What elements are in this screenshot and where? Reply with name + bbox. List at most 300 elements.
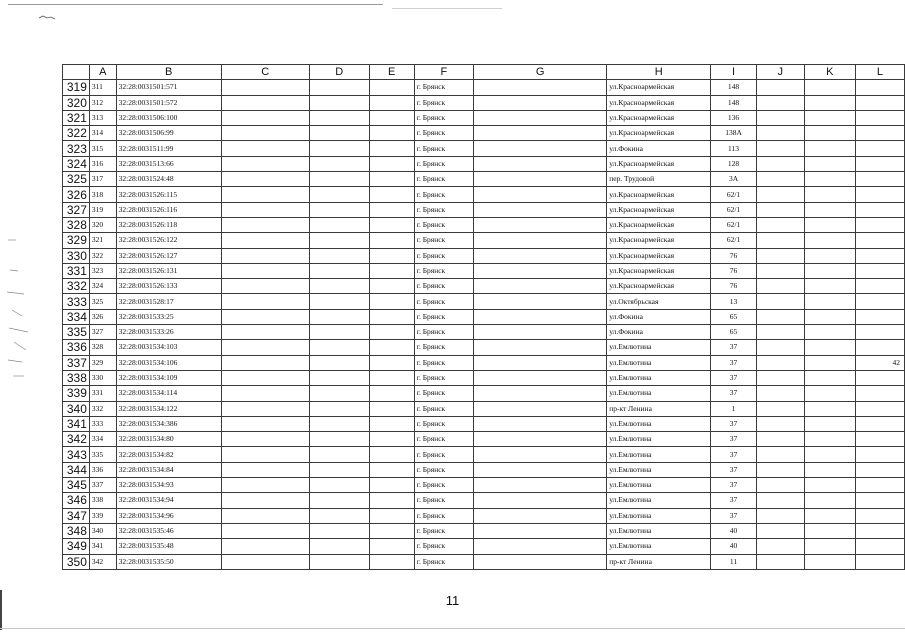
cell-l[interactable] [855, 233, 904, 248]
cell-f[interactable]: г. Брянск [414, 141, 473, 156]
cell-g[interactable] [474, 95, 607, 110]
cell-d[interactable] [309, 493, 369, 508]
row-number[interactable]: 342 [63, 432, 90, 447]
cell-i[interactable]: 65 [711, 325, 756, 340]
cell-f[interactable]: г. Брянск [414, 355, 473, 370]
cell-e[interactable] [369, 309, 414, 324]
cell-c[interactable] [221, 95, 309, 110]
row-number[interactable]: 328 [63, 217, 90, 232]
cell-g[interactable] [474, 309, 607, 324]
cell-a[interactable]: 325 [89, 294, 116, 309]
cell-k[interactable] [804, 386, 855, 401]
cell-k[interactable] [804, 248, 855, 263]
cell-h[interactable]: ул.Красноармейская [607, 80, 711, 95]
cell-l[interactable] [855, 187, 904, 202]
cell-h[interactable]: ул.Емлютина [607, 386, 711, 401]
cell-b[interactable]: 32:28:0031534:122 [116, 401, 221, 416]
cell-d[interactable] [309, 340, 369, 355]
cell-i[interactable]: 138А [711, 126, 756, 141]
cell-l[interactable] [855, 340, 904, 355]
cell-a[interactable]: 337 [89, 478, 116, 493]
cell-f[interactable]: г. Брянск [414, 233, 473, 248]
cell-h[interactable]: ул.Емлютина [607, 340, 711, 355]
row-number[interactable]: 333 [63, 294, 90, 309]
cell-b[interactable]: 32:28:0031513:66 [116, 156, 221, 171]
cell-h[interactable]: ул.Красноармейская [607, 156, 711, 171]
cell-g[interactable] [474, 294, 607, 309]
cell-g[interactable] [474, 386, 607, 401]
cell-k[interactable] [804, 539, 855, 554]
cell-l[interactable] [855, 386, 904, 401]
cell-l[interactable] [855, 248, 904, 263]
cell-j[interactable] [756, 279, 804, 294]
cell-i[interactable]: 1 [711, 401, 756, 416]
cell-a[interactable]: 339 [89, 508, 116, 523]
row-number[interactable]: 340 [63, 401, 90, 416]
cell-g[interactable] [474, 263, 607, 278]
cell-k[interactable] [804, 187, 855, 202]
cell-h[interactable]: ул.Фокина [607, 309, 711, 324]
cell-g[interactable] [474, 248, 607, 263]
cell-i[interactable]: 65 [711, 309, 756, 324]
cell-a[interactable]: 321 [89, 233, 116, 248]
row-number[interactable]: 344 [63, 462, 90, 477]
cell-c[interactable] [221, 462, 309, 477]
cell-c[interactable] [221, 539, 309, 554]
cell-b[interactable]: 32:28:0031526:118 [116, 217, 221, 232]
row-number[interactable]: 323 [63, 141, 90, 156]
cell-f[interactable]: г. Брянск [414, 478, 473, 493]
cell-j[interactable] [756, 508, 804, 523]
column-header-a[interactable]: A [89, 65, 116, 80]
cell-h[interactable]: ул.Емлютина [607, 508, 711, 523]
cell-e[interactable] [369, 172, 414, 187]
cell-k[interactable] [804, 508, 855, 523]
row-number[interactable]: 338 [63, 370, 90, 385]
cell-k[interactable] [804, 263, 855, 278]
cell-e[interactable] [369, 447, 414, 462]
cell-e[interactable] [369, 539, 414, 554]
cell-d[interactable] [309, 386, 369, 401]
cell-l[interactable] [855, 80, 904, 95]
cell-c[interactable] [221, 141, 309, 156]
cell-e[interactable] [369, 462, 414, 477]
cell-c[interactable] [221, 447, 309, 462]
row-number[interactable]: 335 [63, 325, 90, 340]
row-number[interactable]: 346 [63, 493, 90, 508]
cell-e[interactable] [369, 340, 414, 355]
row-number[interactable]: 341 [63, 416, 90, 431]
cell-c[interactable] [221, 172, 309, 187]
cell-l[interactable] [855, 416, 904, 431]
cell-d[interactable] [309, 95, 369, 110]
cell-g[interactable] [474, 554, 607, 569]
cell-a[interactable]: 324 [89, 279, 116, 294]
cell-k[interactable] [804, 355, 855, 370]
cell-j[interactable] [756, 340, 804, 355]
cell-k[interactable] [804, 478, 855, 493]
cell-j[interactable] [756, 141, 804, 156]
cell-a[interactable]: 315 [89, 141, 116, 156]
column-header-h[interactable]: H [607, 65, 711, 80]
cell-e[interactable] [369, 126, 414, 141]
cell-c[interactable] [221, 493, 309, 508]
cell-d[interactable] [309, 233, 369, 248]
cell-k[interactable] [804, 340, 855, 355]
cell-l[interactable] [855, 279, 904, 294]
cell-i[interactable]: 37 [711, 355, 756, 370]
cell-h[interactable]: ул.Красноармейская [607, 248, 711, 263]
cell-j[interactable] [756, 202, 804, 217]
cell-i[interactable]: 62/1 [711, 217, 756, 232]
cell-k[interactable] [804, 309, 855, 324]
cell-e[interactable] [369, 355, 414, 370]
cell-i[interactable]: 76 [711, 248, 756, 263]
cell-b[interactable]: 32:28:0031526:115 [116, 187, 221, 202]
cell-j[interactable] [756, 370, 804, 385]
cell-k[interactable] [804, 141, 855, 156]
cell-g[interactable] [474, 478, 607, 493]
cell-j[interactable] [756, 493, 804, 508]
cell-j[interactable] [756, 80, 804, 95]
cell-j[interactable] [756, 401, 804, 416]
cell-k[interactable] [804, 172, 855, 187]
cell-b[interactable]: 32:28:0031533:26 [116, 325, 221, 340]
cell-a[interactable]: 313 [89, 110, 116, 125]
cell-a[interactable]: 338 [89, 493, 116, 508]
cell-c[interactable] [221, 202, 309, 217]
cell-b[interactable]: 32:28:0031526:131 [116, 263, 221, 278]
cell-a[interactable]: 312 [89, 95, 116, 110]
cell-a[interactable]: 330 [89, 370, 116, 385]
cell-i[interactable]: 37 [711, 432, 756, 447]
cell-d[interactable] [309, 432, 369, 447]
cell-c[interactable] [221, 508, 309, 523]
cell-f[interactable]: г. Брянск [414, 340, 473, 355]
column-header-e[interactable]: E [369, 65, 414, 80]
cell-c[interactable] [221, 355, 309, 370]
column-header-j[interactable]: J [756, 65, 804, 80]
cell-d[interactable] [309, 554, 369, 569]
cell-c[interactable] [221, 386, 309, 401]
cell-g[interactable] [474, 493, 607, 508]
row-number[interactable]: 321 [63, 110, 90, 125]
cell-k[interactable] [804, 401, 855, 416]
cell-f[interactable]: г. Брянск [414, 386, 473, 401]
cell-g[interactable] [474, 508, 607, 523]
cell-d[interactable] [309, 416, 369, 431]
cell-f[interactable]: г. Брянск [414, 508, 473, 523]
cell-i[interactable]: 40 [711, 523, 756, 538]
cell-i[interactable]: 37 [711, 508, 756, 523]
cell-g[interactable] [474, 126, 607, 141]
cell-j[interactable] [756, 172, 804, 187]
cell-l[interactable] [855, 325, 904, 340]
cell-a[interactable]: 319 [89, 202, 116, 217]
cell-f[interactable]: г. Брянск [414, 401, 473, 416]
cell-g[interactable] [474, 187, 607, 202]
row-number[interactable]: 349 [63, 539, 90, 554]
cell-i[interactable]: 3А [711, 172, 756, 187]
row-number[interactable]: 332 [63, 279, 90, 294]
cell-b[interactable]: 32:28:0031534:109 [116, 370, 221, 385]
cell-g[interactable] [474, 416, 607, 431]
cell-c[interactable] [221, 554, 309, 569]
cell-g[interactable] [474, 233, 607, 248]
cell-k[interactable] [804, 217, 855, 232]
cell-i[interactable]: 37 [711, 370, 756, 385]
cell-h[interactable]: ул.Емлютина [607, 355, 711, 370]
cell-g[interactable] [474, 80, 607, 95]
cell-e[interactable] [369, 263, 414, 278]
cell-d[interactable] [309, 370, 369, 385]
cell-i[interactable]: 37 [711, 416, 756, 431]
cell-j[interactable] [756, 355, 804, 370]
cell-l[interactable] [855, 539, 904, 554]
cell-j[interactable] [756, 110, 804, 125]
cell-l[interactable] [855, 554, 904, 569]
cell-g[interactable] [474, 447, 607, 462]
cell-i[interactable]: 62/1 [711, 202, 756, 217]
cell-d[interactable] [309, 508, 369, 523]
cell-h[interactable]: пер. Трудовой [607, 172, 711, 187]
cell-i[interactable]: 13 [711, 294, 756, 309]
cell-g[interactable] [474, 523, 607, 538]
cell-h[interactable]: ул.Емлютина [607, 432, 711, 447]
cell-g[interactable] [474, 355, 607, 370]
cell-i[interactable]: 128 [711, 156, 756, 171]
cell-b[interactable]: 32:28:0031535:48 [116, 539, 221, 554]
row-number[interactable]: 324 [63, 156, 90, 171]
column-header-c[interactable]: C [221, 65, 309, 80]
row-number[interactable]: 337 [63, 355, 90, 370]
cell-e[interactable] [369, 523, 414, 538]
cell-h[interactable]: ул.Октябрьская [607, 294, 711, 309]
cell-i[interactable]: 148 [711, 95, 756, 110]
cell-g[interactable] [474, 401, 607, 416]
cell-h[interactable]: ул.Фокина [607, 325, 711, 340]
cell-f[interactable]: г. Брянск [414, 279, 473, 294]
row-number[interactable]: 336 [63, 340, 90, 355]
cell-c[interactable] [221, 340, 309, 355]
cell-b[interactable]: 32:28:0031526:133 [116, 279, 221, 294]
cell-j[interactable] [756, 325, 804, 340]
cell-c[interactable] [221, 478, 309, 493]
cell-l[interactable] [855, 294, 904, 309]
row-number[interactable]: 329 [63, 233, 90, 248]
cell-e[interactable] [369, 110, 414, 125]
cell-j[interactable] [756, 248, 804, 263]
cell-a[interactable]: 322 [89, 248, 116, 263]
cell-d[interactable] [309, 217, 369, 232]
cell-i[interactable]: 37 [711, 340, 756, 355]
cell-h[interactable]: ул.Емлютина [607, 493, 711, 508]
cell-d[interactable] [309, 263, 369, 278]
cell-b[interactable]: 32:28:0031534:82 [116, 447, 221, 462]
row-number[interactable]: 334 [63, 309, 90, 324]
cell-d[interactable] [309, 80, 369, 95]
cell-f[interactable]: г. Брянск [414, 80, 473, 95]
cell-l[interactable] [855, 508, 904, 523]
cell-c[interactable] [221, 432, 309, 447]
cell-a[interactable]: 323 [89, 263, 116, 278]
cell-g[interactable] [474, 217, 607, 232]
cell-j[interactable] [756, 126, 804, 141]
cell-b[interactable]: 32:28:0031534:96 [116, 508, 221, 523]
cell-l[interactable] [855, 370, 904, 385]
cell-j[interactable] [756, 462, 804, 477]
cell-f[interactable]: г. Брянск [414, 432, 473, 447]
cell-h[interactable]: ул.Красноармейская [607, 217, 711, 232]
cell-h[interactable]: ул.Красноармейская [607, 279, 711, 294]
row-number[interactable]: 327 [63, 202, 90, 217]
cell-e[interactable] [369, 95, 414, 110]
cell-c[interactable] [221, 156, 309, 171]
cell-b[interactable]: 32:28:0031534:93 [116, 478, 221, 493]
cell-i[interactable]: 37 [711, 478, 756, 493]
cell-l[interactable] [855, 401, 904, 416]
cell-l[interactable] [855, 202, 904, 217]
cell-i[interactable]: 148 [711, 80, 756, 95]
cell-d[interactable] [309, 462, 369, 477]
cell-d[interactable] [309, 447, 369, 462]
cell-i[interactable]: 37 [711, 386, 756, 401]
cell-k[interactable] [804, 370, 855, 385]
cell-a[interactable]: 328 [89, 340, 116, 355]
cell-l[interactable]: 42 [855, 355, 904, 370]
cell-a[interactable]: 327 [89, 325, 116, 340]
cell-b[interactable]: 32:28:0031534:386 [116, 416, 221, 431]
cell-b[interactable]: 32:28:0031534:80 [116, 432, 221, 447]
cell-d[interactable] [309, 126, 369, 141]
cell-g[interactable] [474, 279, 607, 294]
cell-h[interactable]: пр-кт Ленина [607, 401, 711, 416]
row-number[interactable]: 320 [63, 95, 90, 110]
cell-k[interactable] [804, 95, 855, 110]
cell-f[interactable]: г. Брянск [414, 110, 473, 125]
cell-g[interactable] [474, 110, 607, 125]
cell-d[interactable] [309, 401, 369, 416]
cell-a[interactable]: 336 [89, 462, 116, 477]
cell-d[interactable] [309, 325, 369, 340]
cell-c[interactable] [221, 126, 309, 141]
cell-h[interactable]: ул.Красноармейская [607, 126, 711, 141]
cell-c[interactable] [221, 279, 309, 294]
cell-i[interactable]: 37 [711, 493, 756, 508]
cell-a[interactable]: 340 [89, 523, 116, 538]
cell-i[interactable]: 62/1 [711, 187, 756, 202]
cell-l[interactable] [855, 110, 904, 125]
cell-f[interactable]: г. Брянск [414, 156, 473, 171]
cell-e[interactable] [369, 508, 414, 523]
cell-b[interactable]: 32:28:0031534:94 [116, 493, 221, 508]
cell-l[interactable] [855, 172, 904, 187]
cell-a[interactable]: 320 [89, 217, 116, 232]
cell-k[interactable] [804, 416, 855, 431]
cell-f[interactable]: г. Брянск [414, 126, 473, 141]
cell-i[interactable]: 76 [711, 279, 756, 294]
cell-d[interactable] [309, 156, 369, 171]
cell-i[interactable]: 136 [711, 110, 756, 125]
row-number[interactable]: 331 [63, 263, 90, 278]
cell-l[interactable] [855, 263, 904, 278]
cell-f[interactable]: г. Брянск [414, 554, 473, 569]
cell-h[interactable]: ул.Красноармейская [607, 233, 711, 248]
cell-i[interactable]: 40 [711, 539, 756, 554]
column-header-f[interactable]: F [414, 65, 473, 80]
cell-j[interactable] [756, 217, 804, 232]
cell-f[interactable]: г. Брянск [414, 187, 473, 202]
cell-a[interactable]: 317 [89, 172, 116, 187]
cell-e[interactable] [369, 217, 414, 232]
cell-g[interactable] [474, 172, 607, 187]
cell-h[interactable]: ул.Фокина [607, 141, 711, 156]
cell-j[interactable] [756, 263, 804, 278]
cell-e[interactable] [369, 233, 414, 248]
cell-c[interactable] [221, 187, 309, 202]
cell-e[interactable] [369, 325, 414, 340]
cell-g[interactable] [474, 432, 607, 447]
cell-a[interactable]: 335 [89, 447, 116, 462]
cell-f[interactable]: г. Брянск [414, 294, 473, 309]
cell-l[interactable] [855, 95, 904, 110]
cell-b[interactable]: 32:28:0031524:48 [116, 172, 221, 187]
cell-d[interactable] [309, 478, 369, 493]
cell-k[interactable] [804, 325, 855, 340]
cell-j[interactable] [756, 386, 804, 401]
cell-k[interactable] [804, 462, 855, 477]
cell-d[interactable] [309, 110, 369, 125]
cell-h[interactable]: ул.Емлютина [607, 447, 711, 462]
cell-a[interactable]: 326 [89, 309, 116, 324]
cell-j[interactable] [756, 187, 804, 202]
cell-a[interactable]: 332 [89, 401, 116, 416]
cell-h[interactable]: пр-кт Ленина [607, 554, 711, 569]
cell-d[interactable] [309, 141, 369, 156]
cell-h[interactable]: ул.Емлютина [607, 523, 711, 538]
cell-l[interactable] [855, 447, 904, 462]
cell-b[interactable]: 32:28:0031526:122 [116, 233, 221, 248]
cell-b[interactable]: 32:28:0031526:116 [116, 202, 221, 217]
cell-e[interactable] [369, 370, 414, 385]
cell-f[interactable]: г. Брянск [414, 202, 473, 217]
cell-k[interactable] [804, 294, 855, 309]
row-number[interactable]: 348 [63, 523, 90, 538]
cell-e[interactable] [369, 156, 414, 171]
cell-f[interactable]: г. Брянск [414, 462, 473, 477]
cell-g[interactable] [474, 340, 607, 355]
cell-j[interactable] [756, 294, 804, 309]
cell-d[interactable] [309, 187, 369, 202]
cell-f[interactable]: г. Брянск [414, 309, 473, 324]
cell-e[interactable] [369, 80, 414, 95]
cell-k[interactable] [804, 80, 855, 95]
cell-f[interactable]: г. Брянск [414, 416, 473, 431]
cell-l[interactable] [855, 478, 904, 493]
cell-c[interactable] [221, 309, 309, 324]
cell-e[interactable] [369, 416, 414, 431]
cell-f[interactable]: г. Брянск [414, 447, 473, 462]
cell-e[interactable] [369, 386, 414, 401]
cell-f[interactable]: г. Брянск [414, 493, 473, 508]
cell-a[interactable]: 341 [89, 539, 116, 554]
cell-e[interactable] [369, 432, 414, 447]
cell-j[interactable] [756, 432, 804, 447]
cell-e[interactable] [369, 478, 414, 493]
cell-d[interactable] [309, 539, 369, 554]
cell-g[interactable] [474, 370, 607, 385]
cell-b[interactable]: 32:28:0031534:103 [116, 340, 221, 355]
